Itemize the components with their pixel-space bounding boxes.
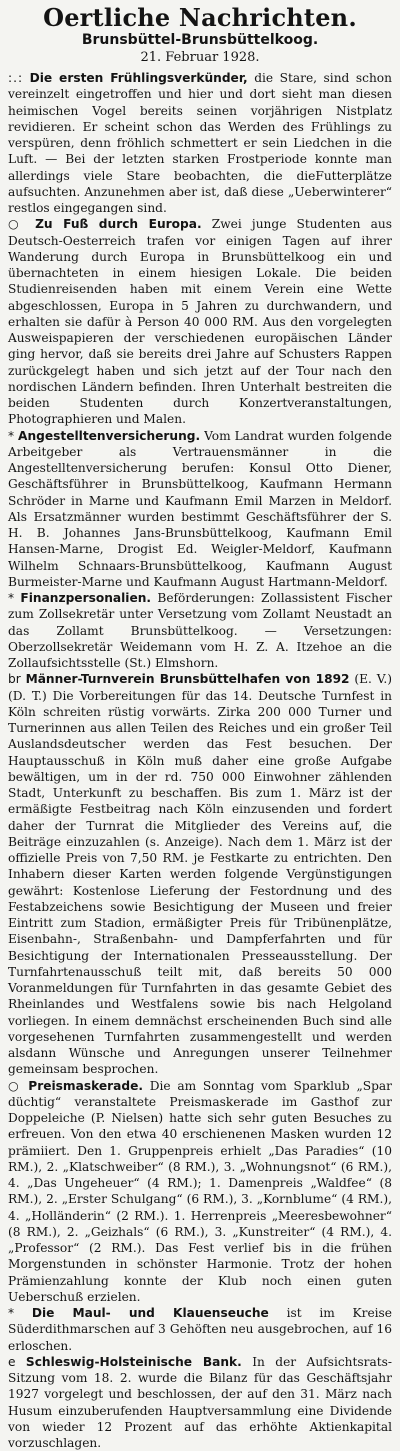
article-heading: Die Maul- und Klauenseuche: [31, 1306, 269, 1320]
article-maenner-turnverein: [8, 671, 392, 1077]
article-maul-und-klauenseuche: [8, 1305, 392, 1354]
article-body: Beförderungen: Zollassistent Fischer zum Zollsekretär unter Versetzung vom Zollamt Neustadt an das Zollamt Brunsbüttelkoog. — Versetzungen: Oberzollsekretär Weidemann vom H. Z. A. Itzehoe an die Zollaufsichtsstelle (St.) Elmshorn.: [8, 591, 393, 670]
article-body: Die am Sonntag vom Sparklub „Spar düchtig“ veranstaltete Preismaskerade im Gasthof zur Doppeleiche (P. Nielsen) hatte sich sehr guten Besuches zu erfreuen. Von den etwa 40 erschienenen Masken wurden 12 prämiiert. Den 1. Gruppenpreis erhielt „Das Paradies“ (10 RM.), 2. „Klatschweiber“ (8 RM.), 3. „Wohnungsnot“ (6 RM.), 4. „Das Ungeheuer“ (4 RM.); 1. Damenpreis „Waldfee“ (8 RM.), 2. „Erster Schulgang“ (6 RM.), 3. „Kornblume“ (4 RM.), 4. „Holländerin“ (2 RM.). 1. Herrenpreis „Meeresbewohner“ (8 RM.), 2. „Geizhals“ (6 RM.), 3. „Kunstreiter“ (4 RM.), 4. „Professor“ (2 RM.). Das Fest verlief bis in die frühen Morgenstunden in schönster Harmonie. Trotz der hohen Prämienzahlung konnte der Klub noch einen guten Ueberschuß erzielen.: [8, 1078, 393, 1304]
article-marker: *: [8, 1306, 15, 1320]
article-finanzpersonalien: [8, 590, 392, 671]
article-body: ist im Kreise Süderdithmarschen auf 3 Gehöften neu ausgebrochen, auf 16 erloschen.: [8, 1306, 393, 1353]
article-schleswig-holsteinische-bank: [8, 1354, 392, 1451]
article-angestelltenversicherung: [8, 428, 392, 591]
article-heading: Finanzpersonalien.: [20, 591, 152, 605]
article-marker: br: [8, 672, 21, 687]
article-heading: Männer-Turnverein Brunsbüttelhafen von 1892: [25, 672, 350, 687]
article-marker: ○: [8, 1078, 22, 1093]
article-preismaskerade: [8, 1078, 392, 1306]
article-body: In der Aufsichtsrats-Sitzung vom 18. 2. wurde die Bilanz für das Geschäftsjahr 1927 vorgelegt und beschlossen, der auf den 31. März nach Husum einzuberufenden Hauptversammlung eine Dividende von wieder 12 Prozent auf das erhöhte Aktienkapital vorzuschlagen.: [8, 1354, 393, 1450]
article-heading: Angestelltenversicherung.: [18, 428, 201, 443]
page-title: Oertliche Nachrichten.: [43, 3, 357, 32]
article-body: Vom Landrat wurden folgende Arbeitgeber als Vertrauensmänner in die Angestelltenversicherung berufen: Konsul Otto Diener, Geschäftsführer in Brunsbüttelkoog, Kaufmann Hermann Schröder in Marne und Kaufmann Emil Marzen in Meldorf. Als Ersatzmänner wurden bestimmt Geschäftsführer der S. H. B. Johannes Jans-Brunsbüttelkoog, Kaufmann Emil Hansen-Marne, Drogist Ed. Weigler-Meldorf, Kaufmann Wilhelm Schnaars-Brunsbüttelkoog, Kaufmann August Burmeister-Marne und Kaufmann August Hartmann-Meldorf.: [8, 428, 393, 589]
article-heading: Zu Fuß durch Europa.: [35, 217, 202, 232]
article-body: (E. V.) (D. T.) Die Vorbereitungen für das 14. Deutsche Turnfest in Köln schreiten rüstig vorwärts. Zirka 200 000 Turner und Turnerinnen aus allen Teilen des Reiches und ein großer Teil Auslandsdeutscher werden das Fest besuchen. Der Hauptausschuß in Köln muß daher eine große Aufgabe bewältigen, um in der rd. 750 000 Einwohner zählenden Stadt, Unterkunft zu beschaffen. Bis zum 1. März ist der ermäßigte Festbeitrag nach Köln einzusenden und fordert daher der Turnrat die Mitglieder des Vereins auf, die Beiträge einzuzahlen (s. Anzeige). Nach dem 1. März ist der offizielle Preis von 7,50 RM. je Festkarte zu entrichten. Den Inhabern dieser Karten werden folgende Vergünstigungen gewährt: Kostenlose Lieferung der Festordnung und des Festabzeichens sowie Besichtigung der Museen und freier Eintritt zum Stadion, ermäßigter Preis für Tribünenplätze, Eisenbahn-, Straßenbahn- und Dampferfahrten und für Besichtigung der Internationalen Presseausstellung. Der Turnfahrtenausschuß teilt mit, daß bereits 50 000 Voranmeldungen für Turnfahrten in das gesamte Gebiet des Rheinlandes und Westfalens sowie bis nach Helgoland vorliegen. In einem demnächst erscheinenden Buch sind alle vorgesehenen Turnfahrten zusammengestellt und werden alsdann Wünsche und Anregungen unserer Teilnehmer gemeinsam besprochen.: [8, 672, 393, 1077]
article-marker: :.:: [8, 71, 24, 85]
article-body: die Stare, sind schon vereinzelt eingetroffen und hier und dort sieht man diesen heimischen Vogel bereits seinen vorjährigen Nistplatz revidieren. Er scheint schon das Werden des Frühlings zu verspüren, denn fröhlich schmettert er sein Liedchen in die Luft. — Bei der letzten starken Frostperiode konnte man allerdings viele Stare beobachten, die dieFutterplätze aufsuchten. Anzunehmen aber ist, daß diese „Ueberwinterer“ restlos eingegangen sind.: [8, 71, 392, 215]
article-marker: *: [8, 428, 15, 443]
page-subtitle: Brunsbüttel-Brunsbüttelkoog.: [81, 32, 319, 48]
issue-date: 21. Februar 1928.: [140, 50, 260, 65]
article-fruehlingsverkuender: [8, 70, 392, 216]
article-body: Zwei junge Studenten aus Deutsch-Oesterreich trafen vor einigen Tagen auf ihrer Wanderung durch Europa in Brunsbüttelkoog ein und übernachteten in einem hiesigen Lokale. Die beiden Studienreisenden haben mit einem Verein eine Wette abgeschlossen, Europa in 5 Jahren zu durchwandern, und erhalten sie dafür à Person 40 000 RM. Aus den vorgelegten Ausweispapieren der verschiedenen europäischen Länder ging hervor, daß sie bereits drei Jahre auf Schusters Rappen zurückgelegt haben und sich jetzt auf der Tour nach den nordischen Ländern befinden. Ihren Unterhalt bestreiten die beiden Studenten durch Konzertveranstaltungen, Photographieren und Malen.: [8, 217, 392, 427]
newspaper-column: [8, 0, 392, 1451]
article-marker: *: [8, 591, 15, 605]
article-heading: Schleswig-Holsteinische Bank.: [25, 1354, 242, 1369]
article-marker: ○: [8, 217, 25, 232]
article-marker: e: [8, 1354, 16, 1369]
article-heading: Die ersten Frühlingsverkünder,: [29, 71, 248, 85]
article-heading: Preismaskerade.: [28, 1078, 143, 1093]
article-zu-fuss-durch-europa: [8, 216, 392, 427]
